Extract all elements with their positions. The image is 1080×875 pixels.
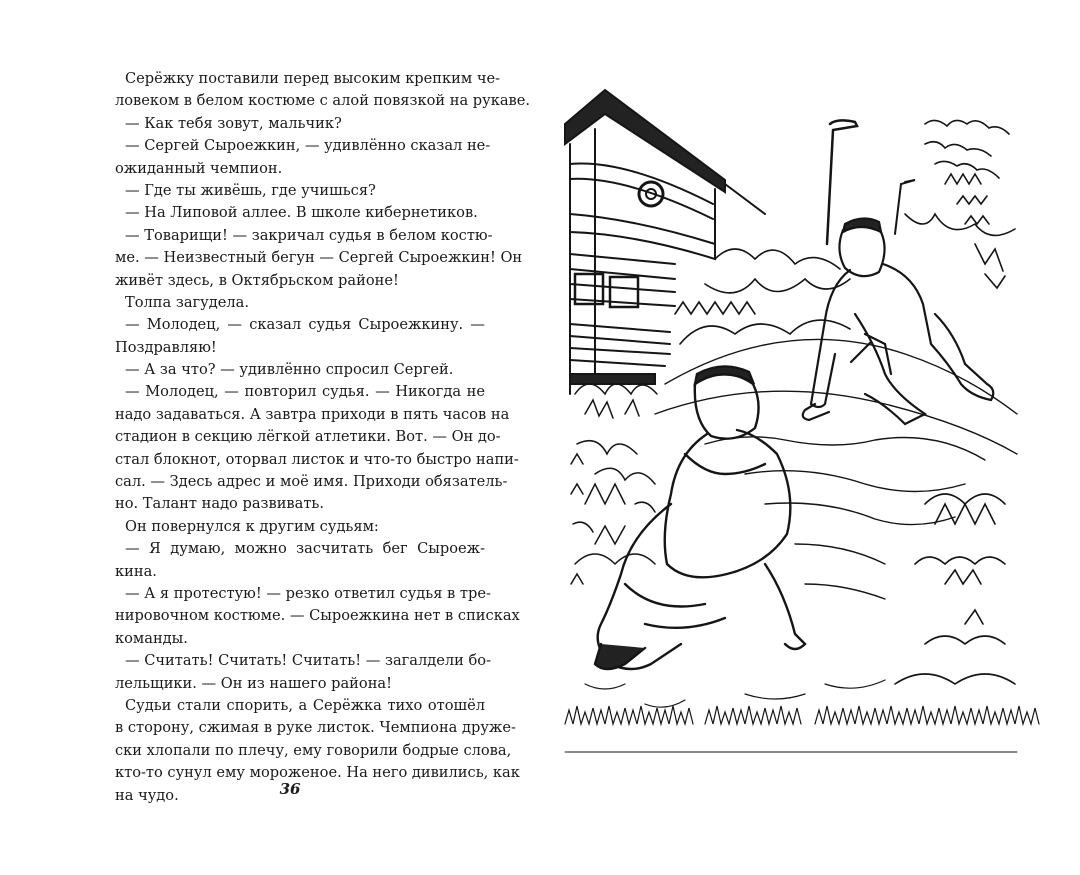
text-line: — А я протестую! — резко ответил судья в тре- (125, 584, 491, 602)
building-drawing (565, 90, 915, 394)
text-line: стадион в секцию лёгкой атлетики. Вот. — Он до- (115, 428, 501, 446)
text-line: Толпа загудела. (125, 293, 249, 311)
page-number: 36 (279, 780, 301, 798)
text-line: — На Липовой аллее. В школе кибернетиков. (125, 204, 478, 222)
text-line: — А за что? — удивлённо спросил Сергей. (125, 361, 454, 379)
grass-drawing (565, 680, 1039, 752)
text-line: лельщики. — Он из нашего района! (115, 674, 392, 692)
text-line: нировочном костюме. — Сыроежкина нет в списках (115, 607, 520, 625)
hill-drawing (655, 339, 1017, 599)
text-line: — Товарищи! — закричал судья в белом костю- (125, 226, 493, 244)
text-line: стал блокнот, оторвал листок и что-то быстро напи- (115, 450, 519, 468)
text-line: ме. — Неизвестный бегун — Сергей Сыроежкин! Он (115, 249, 523, 267)
text-line: в сторону, сжимая в руке листок. Чемпиона друже- (115, 719, 516, 737)
text-line: — Я думаю, можно засчитать бег Сыроеж- (125, 540, 485, 558)
text-line: Поздравляю! (115, 338, 217, 356)
text-line: команды. (115, 629, 188, 647)
text-line: — Сергей Сыроежкин, — удивлённо сказал не- (125, 137, 491, 155)
text-line: — Молодец, — повторил судья. — Никогда не (125, 383, 485, 401)
text-line: живёт здесь, в Октябрьском районе! (115, 271, 399, 289)
text-line: надо задаваться. А завтра приходи в пять часов на (115, 405, 510, 423)
bushes-left-drawing (571, 384, 657, 584)
text-line: кто-то сунул ему мороженое. На него дивились, как (115, 764, 520, 782)
text-line: — Молодец, — сказал судья Сыроежкину. — (125, 316, 485, 334)
text-line: — Где ты живёшь, где учишься? (125, 181, 376, 199)
bushes-right-drawing (895, 494, 1015, 684)
text-line: — Считать! Считать! Считать! — загалдели бо- (125, 652, 492, 670)
text-line: но. Талант надо развивать. (115, 495, 324, 513)
text-line: на чудо. (115, 786, 179, 804)
text-line: ловеком в белом костюме с алой повязкой на рукаве. (115, 92, 531, 110)
text-line: ожиданный чемпион. (115, 159, 283, 177)
text-line: Судьи стали спорить, а Серёжка тихо отошёл (125, 696, 485, 714)
foliage-drawing (675, 120, 1015, 344)
text-line: сал. — Здесь адрес и моё имя. Приходи обязатель- (115, 473, 508, 491)
text-line: ски хлопали по плечу, ему говорили бодрые слова, (115, 741, 512, 759)
text-line: — Как тебя зовут, мальчик? (125, 114, 342, 132)
text-line: Серёжку поставили перед высоким крепким че- (125, 70, 501, 87)
text-line: кина. (115, 562, 157, 580)
text-line: Он повернулся к другим судьям: (125, 517, 379, 535)
ink-illustration-two-boys-on-hill (565, 84, 1017, 752)
body-text-column (115, 68, 531, 807)
